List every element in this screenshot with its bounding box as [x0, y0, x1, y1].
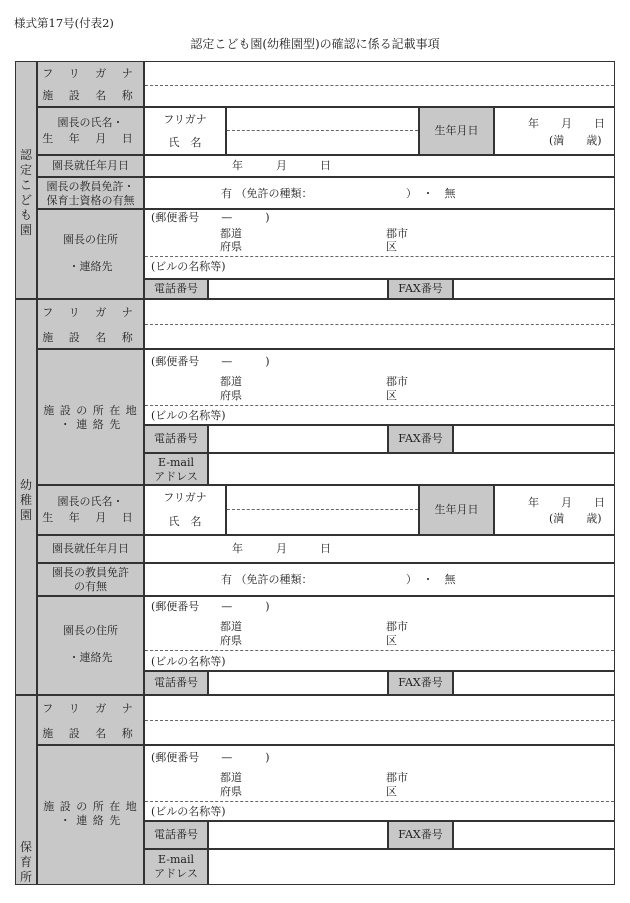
building-name: (ビルの名称等): [151, 260, 226, 273]
phone-label: 電話番号: [154, 282, 198, 295]
name-small-label: 氏 名: [168, 515, 202, 528]
license-value: 有 （免許の種類： ） ・ 無: [221, 573, 456, 586]
section-hoikusho-label: 保育所: [19, 840, 32, 884]
postal-code: (郵便番号 — ): [151, 211, 270, 224]
birthdate-label: 生年月日: [434, 503, 479, 516]
fax-field[interactable]: [453, 671, 615, 695]
divider: [145, 801, 614, 802]
fax-field[interactable]: [453, 279, 615, 299]
prefecture-2: 府県: [220, 240, 242, 253]
principal-name-label-cell: [37, 107, 144, 155]
facility-location-label-2: ・ 連 絡 先: [59, 418, 122, 431]
fax-field[interactable]: [453, 821, 615, 849]
principal-name-label-2: 生 年 月 日: [42, 132, 139, 145]
divider: [227, 130, 418, 131]
city-2: 区: [386, 785, 397, 798]
principal-name-label-1: 園長の氏名・: [57, 116, 124, 129]
principal-name-field[interactable]: [226, 107, 419, 155]
phone-label: 電話番号: [154, 676, 198, 689]
appointment-date-label: 園長就任年月日: [52, 159, 129, 172]
fax-label: FAX番号: [398, 432, 443, 445]
email-field[interactable]: [208, 849, 615, 885]
principal-name-label-cell: [37, 485, 144, 535]
birthdate-label: 生年月日: [434, 124, 479, 137]
facility-name-label: 施 設 名 称: [42, 331, 139, 344]
section-youchien-label: 幼稚園: [19, 478, 32, 522]
facility-name-label: 施 設 名 称: [42, 89, 139, 102]
divider: [145, 85, 614, 86]
appointment-date-label: 園長就任年月日: [52, 542, 129, 555]
license-label-1: 園長の教員免許: [52, 566, 129, 579]
fax-label: FAX番号: [398, 282, 443, 295]
principal-address-label-1: 園長の住所: [63, 233, 118, 246]
divider: [145, 405, 614, 406]
prefecture-2: 府県: [220, 785, 242, 798]
postal-code: (郵便番号 — ): [151, 751, 270, 764]
principal-address-label-2: ・連絡先: [68, 260, 113, 273]
prefecture-2: 府県: [220, 634, 242, 647]
appointment-date-value: 年 月 日: [232, 542, 331, 555]
phone-label: 電話番号: [154, 432, 198, 445]
principal-name-label-2: 生 年 月 日: [42, 511, 139, 524]
email-label-2: アドレス: [154, 470, 198, 483]
prefecture-1: 都道: [220, 375, 242, 388]
birthdate-field[interactable]: [494, 485, 615, 535]
facility-name-label: 施 設 名 称: [42, 727, 139, 740]
birthdate-ymd: 年 月 日: [528, 117, 605, 130]
city-1: 郡市: [386, 771, 408, 784]
building-name: (ビルの名称等): [151, 409, 226, 422]
divider: [145, 324, 614, 325]
license-label-2: の有無: [74, 580, 107, 593]
divider: [145, 256, 614, 257]
city-1: 郡市: [386, 227, 408, 240]
email-label-2: アドレス: [154, 867, 198, 880]
divider: [145, 650, 614, 651]
phone-field[interactable]: [208, 425, 388, 453]
appointment-date-value: 年 月 日: [232, 159, 331, 172]
facility-location-label-2: ・ 連 絡 先: [59, 814, 122, 827]
principal-address-label-1: 園長の住所: [63, 624, 118, 637]
facility-location-label-1: 施 設 の 所 在 地: [43, 800, 138, 813]
document-title: 認定こども園(幼稚園型)の確認に係る記載事項: [190, 37, 440, 51]
appointment-date-field[interactable]: [144, 155, 615, 177]
email-field[interactable]: [208, 453, 615, 485]
divider: [145, 720, 614, 721]
phone-field[interactable]: [208, 671, 388, 695]
license-value: 有 （免許の種類： ） ・ 無: [221, 187, 456, 200]
principal-address-label-cell: [37, 596, 144, 695]
city-1: 郡市: [386, 620, 408, 633]
furigana-small-label: フリガナ: [163, 491, 207, 504]
prefecture-1: 都道: [220, 620, 242, 633]
facility-location-label-1: 施 設 の 所 在 地: [43, 404, 138, 417]
birthdate-ymd: 年 月 日: [528, 496, 605, 509]
facility-name-field[interactable]: [144, 61, 615, 107]
birthdate-field[interactable]: [494, 107, 615, 155]
city-2: 区: [386, 389, 397, 402]
furigana-small-label: フリガナ: [163, 113, 207, 126]
city-1: 郡市: [386, 375, 408, 388]
furigana-label: フ リ ガ ナ: [42, 702, 139, 715]
prefecture-2: 府県: [220, 389, 242, 402]
appointment-date-field[interactable]: [144, 535, 615, 563]
form-number: 様式第17号(付表2): [14, 16, 114, 30]
email-label-1: E-mail: [158, 853, 194, 866]
city-2: 区: [386, 240, 397, 253]
name-small-label: 氏 名: [168, 136, 202, 149]
fax-field[interactable]: [453, 425, 615, 453]
phone-field[interactable]: [208, 279, 388, 299]
furigana-label: フ リ ガ ナ: [42, 306, 139, 319]
email-label-1: E-mail: [158, 456, 194, 469]
principal-address-label-2: ・連絡先: [68, 651, 113, 664]
fax-label: FAX番号: [398, 676, 443, 689]
license-label-1: 園長の教員免許・: [46, 180, 135, 193]
divider: [227, 509, 418, 510]
prefecture-1: 都道: [220, 227, 242, 240]
postal-code: (郵便番号 — ): [151, 600, 270, 613]
phone-label: 電話番号: [154, 828, 198, 841]
prefecture-1: 都道: [220, 771, 242, 784]
phone-field[interactable]: [208, 821, 388, 849]
age-text: (満 歳): [549, 134, 602, 147]
fax-label: FAX番号: [398, 828, 443, 841]
section-nintei-label: 認定こども園: [19, 148, 32, 237]
age-text: (満 歳): [549, 512, 602, 525]
city-2: 区: [386, 634, 397, 647]
furigana-label: フ リ ガ ナ: [42, 67, 139, 80]
principal-name-field[interactable]: [226, 485, 419, 535]
principal-address-label-cell: [37, 209, 144, 299]
principal-name-label-1: 園長の氏名・: [57, 495, 124, 508]
postal-code: (郵便番号 — ): [151, 355, 270, 368]
license-label-2: 保育士資格の有無: [46, 194, 135, 207]
building-name: (ビルの名称等): [151, 805, 226, 818]
building-name: (ビルの名称等): [151, 655, 226, 668]
